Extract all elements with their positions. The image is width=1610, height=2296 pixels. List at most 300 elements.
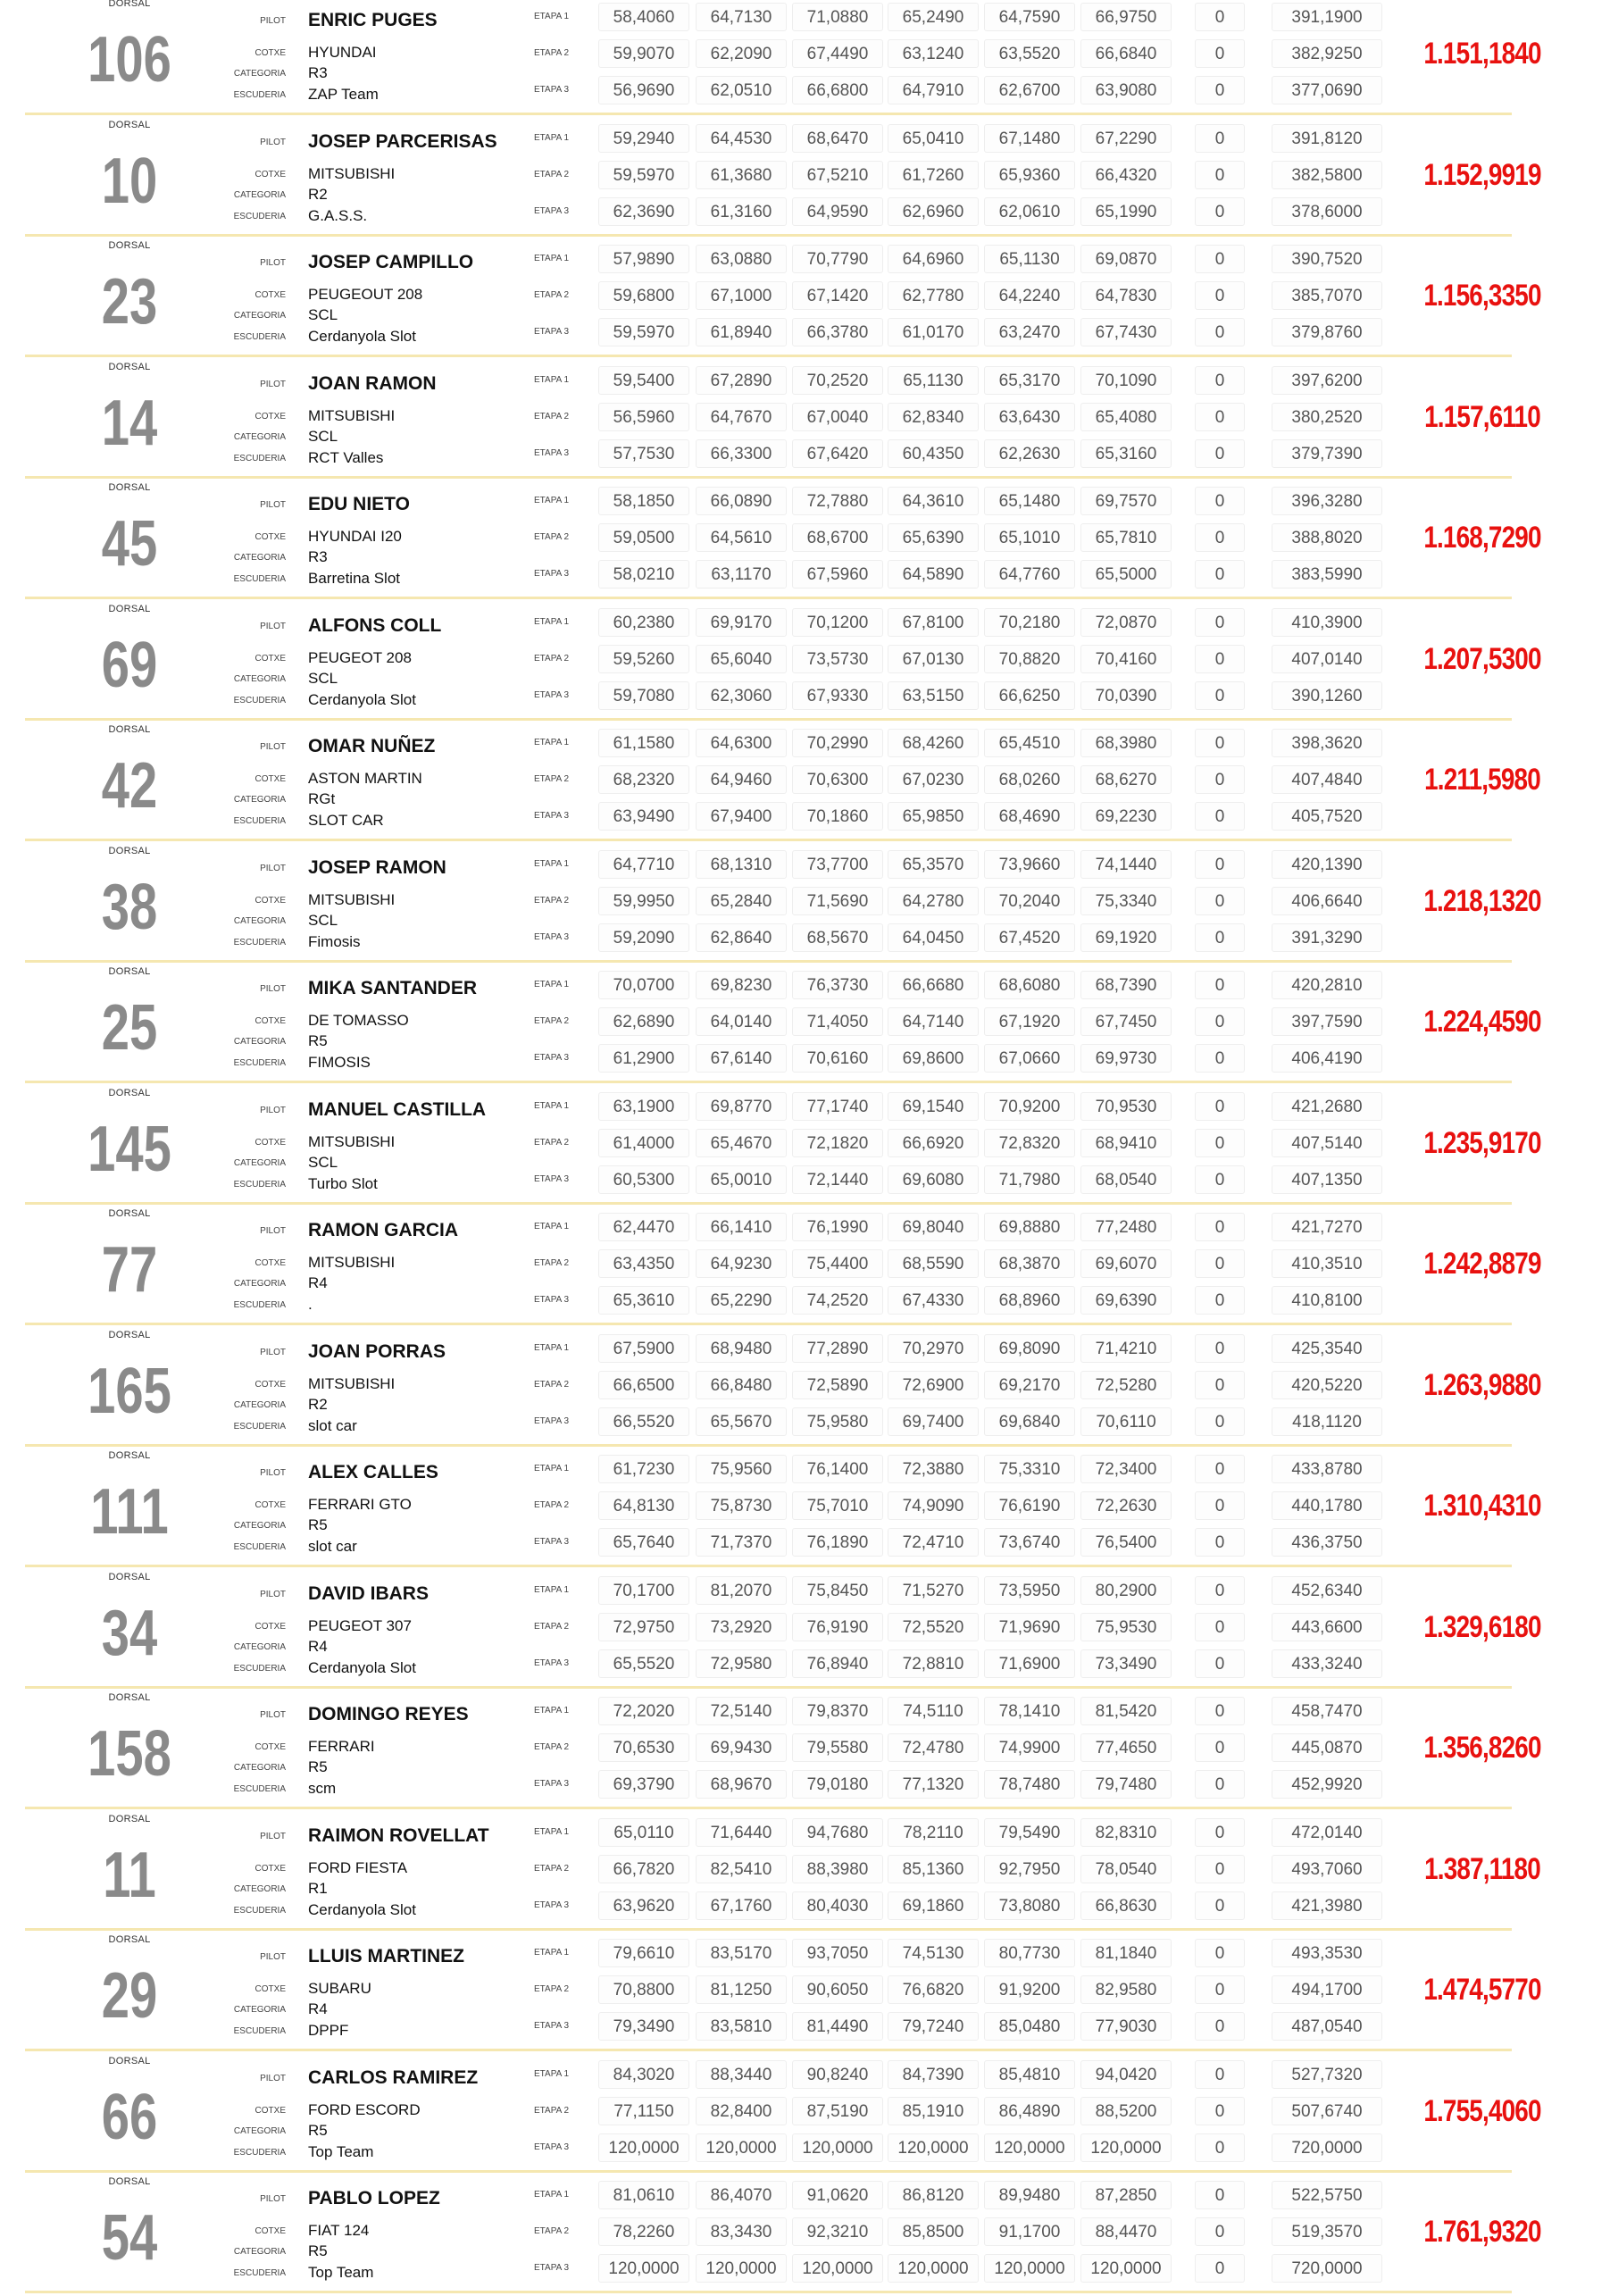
stage-total-cell: 398,3620 <box>1272 729 1382 757</box>
penalty-cell: 0 <box>1195 245 1245 273</box>
categoria-label: CATEGORIA <box>233 1158 286 1168</box>
lap-time-cell: 89,9480 <box>984 2181 1075 2209</box>
stage-total-cell: 436,3750 <box>1272 1528 1382 1557</box>
lap-time-cell: 72,0870 <box>1080 608 1172 637</box>
cotxe-value: HYUNDAI <box>308 44 377 61</box>
escuderia-value: DPPF <box>308 2022 349 2039</box>
lap-time-cell: 59,5970 <box>598 161 689 189</box>
lap-time-cell: 120,0000 <box>598 2133 689 2162</box>
lap-time-cell: 63,0880 <box>696 245 787 273</box>
stage-total-cell: 493,7060 <box>1272 1855 1382 1883</box>
lap-time-cell: 72,6900 <box>888 1371 979 1399</box>
lap-time-cell: 69,9730 <box>1080 1044 1172 1073</box>
penalty-cell: 0 <box>1195 76 1245 104</box>
stage-row <box>0 1334 1610 1365</box>
pilot-name: DOMINGO REYES <box>308 1704 469 1724</box>
pilot-label: PILOT <box>260 864 286 873</box>
entry-row <box>0 1206 1610 1328</box>
penalty-cell: 0 <box>1195 923 1245 952</box>
stage-label: ETAPA 3 <box>534 85 570 95</box>
lap-time-cell: 62,8340 <box>888 403 979 431</box>
cotxe-label: COTXE <box>254 412 286 422</box>
lap-time-cell: 66,6840 <box>1080 39 1172 68</box>
stage-label: ETAPA 3 <box>534 2263 570 2273</box>
lap-time-cell: 76,5400 <box>1080 1528 1172 1557</box>
categoria-value: R3 <box>308 64 328 81</box>
lap-time-cell: 82,8310 <box>1080 1818 1172 1847</box>
lap-time-cell: 62,0510 <box>696 76 787 104</box>
stage-label: ETAPA 2 <box>534 774 570 784</box>
lap-time-cell: 74,5130 <box>888 1939 979 1967</box>
cotxe-value: FERRARI GTO <box>308 1496 412 1513</box>
lap-time-cell: 64,7830 <box>1080 281 1172 310</box>
lap-time-cell: 69,2170 <box>984 1371 1075 1399</box>
lap-time-cell: 78,2260 <box>598 2217 689 2246</box>
lap-time-cell: 72,4780 <box>888 1733 979 1762</box>
categoria-label: CATEGORIA <box>233 69 286 79</box>
stage-label: ETAPA 2 <box>534 654 570 664</box>
lap-time-cell: 64,4530 <box>696 124 787 153</box>
escuderia-label: ESCUDERIA <box>233 2026 286 2036</box>
lap-time-cell: 69,8880 <box>984 1213 1075 1241</box>
pilot-name: ENRIC PUGES <box>308 10 438 30</box>
stage-row <box>0 2012 1610 2042</box>
lap-time-cell: 59,9950 <box>598 887 689 915</box>
lap-time-cell: 70,1700 <box>598 1576 689 1605</box>
dorsal-label: DORSAL <box>108 482 151 493</box>
entry-row <box>0 0 1610 118</box>
lap-time-cell: 79,7480 <box>1080 1770 1172 1799</box>
lap-time-cell: 71,7980 <box>984 1165 1075 1194</box>
categoria-value: R3 <box>308 548 328 565</box>
row-divider <box>25 1807 1512 1809</box>
escuderia-label: ESCUDERIA <box>233 1300 286 1310</box>
penalty-cell: 0 <box>1195 681 1245 710</box>
stage-label: ETAPA 2 <box>534 1864 570 1874</box>
cotxe-label: COTXE <box>254 1984 286 1994</box>
dorsal-label: DORSAL <box>108 724 151 735</box>
stage-total-cell: 420,1390 <box>1272 850 1382 879</box>
penalty-cell: 0 <box>1195 124 1245 153</box>
stage-row <box>0 1044 1610 1074</box>
cotxe-value: MITSUBISHI <box>308 891 396 908</box>
cotxe-label: COTXE <box>254 48 286 58</box>
lap-time-cell: 77,4650 <box>1080 1733 1172 1762</box>
lap-time-cell: 68,6700 <box>792 523 883 552</box>
lap-time-cell: 68,8960 <box>984 1286 1075 1315</box>
stage-row <box>0 802 1610 832</box>
lap-time-cell: 65,6040 <box>696 645 787 673</box>
lap-time-cell: 69,8770 <box>696 1092 787 1121</box>
lap-time-cell: 65,7810 <box>1080 523 1172 552</box>
lap-time-cell: 66,5520 <box>598 1407 689 1436</box>
dorsal-label: DORSAL <box>108 362 151 372</box>
lap-time-cell: 76,9190 <box>792 1613 883 1641</box>
lap-time-cell: 58,0210 <box>598 560 689 589</box>
lap-time-cell: 79,0180 <box>792 1770 883 1799</box>
lap-time-cell: 66,6680 <box>888 971 979 999</box>
dorsal-number: 106 <box>88 24 171 96</box>
lap-time-cell: 59,6800 <box>598 281 689 310</box>
lap-time-cell: 81,0610 <box>598 2181 689 2209</box>
lap-time-cell: 65,1010 <box>984 523 1075 552</box>
lap-time-cell: 65,7640 <box>598 1528 689 1557</box>
stage-total-cell: 421,7270 <box>1272 1213 1382 1241</box>
escuderia-label: ESCUDERIA <box>233 454 286 463</box>
lap-time-cell: 68,7390 <box>1080 971 1172 999</box>
lap-time-cell: 70,9530 <box>1080 1092 1172 1121</box>
lap-time-cell: 67,5210 <box>792 161 883 189</box>
stage-label: ETAPA 3 <box>534 932 570 942</box>
stage-total-cell: 397,7590 <box>1272 1007 1382 1036</box>
cotxe-label: COTXE <box>254 1380 286 1390</box>
entry-row <box>0 964 1610 1086</box>
entry-row <box>0 2054 1610 2175</box>
penalty-cell: 0 <box>1195 645 1245 673</box>
lap-time-cell: 70,0700 <box>598 971 689 999</box>
entry-row <box>0 238 1610 360</box>
lap-time-cell: 68,2320 <box>598 765 689 794</box>
lap-time-cell: 65,1130 <box>888 366 979 395</box>
penalty-cell: 0 <box>1195 1213 1245 1241</box>
lap-time-cell: 62,0610 <box>984 197 1075 226</box>
lap-time-cell: 74,9090 <box>888 1491 979 1520</box>
pilot-label: PILOT <box>260 138 286 147</box>
categoria-label: CATEGORIA <box>233 1279 286 1289</box>
lap-time-cell: 84,7390 <box>888 2060 979 2089</box>
row-divider <box>25 1081 1512 1083</box>
stage-row <box>0 1891 1610 1922</box>
lap-time-cell: 88,4470 <box>1080 2217 1172 2246</box>
dorsal-number: 23 <box>101 266 158 338</box>
penalty-cell: 0 <box>1195 1975 1245 2004</box>
total-time: 1.242,8879 <box>1423 1247 1541 1281</box>
lap-time-cell: 72,5280 <box>1080 1371 1172 1399</box>
row-divider <box>25 1565 1512 1567</box>
lap-time-cell: 68,3980 <box>1080 729 1172 757</box>
lap-time-cell: 72,8810 <box>888 1649 979 1678</box>
lap-time-cell: 70,2180 <box>984 608 1075 637</box>
escuderia-label: ESCUDERIA <box>233 574 286 584</box>
lap-time-cell: 60,5300 <box>598 1165 689 1194</box>
total-time: 1.152,9919 <box>1423 158 1541 192</box>
categoria-value: RGt <box>308 790 336 807</box>
pilot-name: JOAN RAMON <box>308 373 437 394</box>
penalty-cell: 0 <box>1195 1891 1245 1920</box>
lap-time-cell: 68,9670 <box>696 1770 787 1799</box>
categoria-value: R5 <box>308 1032 328 1049</box>
lap-time-cell: 69,6070 <box>1080 1249 1172 1278</box>
lap-time-cell: 66,6800 <box>792 76 883 104</box>
penalty-cell: 0 <box>1195 318 1245 346</box>
lap-time-cell: 68,5590 <box>888 1249 979 1278</box>
cotxe-label: COTXE <box>254 1500 286 1510</box>
row-divider <box>25 476 1512 479</box>
stage-total-cell: 378,6000 <box>1272 197 1382 226</box>
lap-time-cell: 73,2920 <box>696 1613 787 1641</box>
pilot-label: PILOT <box>260 500 286 510</box>
stage-total-cell: 406,6640 <box>1272 887 1382 915</box>
lap-time-cell: 90,6050 <box>792 1975 883 2004</box>
dorsal-label: DORSAL <box>108 604 151 614</box>
stage-row <box>0 1092 1610 1123</box>
lap-time-cell: 94,0420 <box>1080 2060 1172 2089</box>
escuderia-label: ESCUDERIA <box>233 1542 286 1552</box>
lap-time-cell: 88,5200 <box>1080 2097 1172 2125</box>
dorsal-label: DORSAL <box>108 0 151 9</box>
cotxe-value: DE TOMASSO <box>308 1012 409 1029</box>
total-time: 1.224,4590 <box>1423 1005 1541 1039</box>
lap-time-cell: 120,0000 <box>792 2254 883 2283</box>
pilot-label: PILOT <box>260 258 286 268</box>
lap-time-cell: 72,5520 <box>888 1613 979 1641</box>
lap-time-cell: 83,5810 <box>696 2012 787 2041</box>
lap-time-cell: 61,0170 <box>888 318 979 346</box>
categoria-value: R5 <box>308 1758 328 1775</box>
lap-time-cell: 62,2090 <box>696 39 787 68</box>
stage-total-cell: 385,7070 <box>1272 281 1382 310</box>
stage-row <box>0 281 1610 312</box>
penalty-cell: 0 <box>1195 1733 1245 1762</box>
stage-label: ETAPA 2 <box>534 2106 570 2116</box>
dorsal-label: DORSAL <box>108 1088 151 1098</box>
stage-total-cell: 487,0540 <box>1272 2012 1382 2041</box>
categoria-value: SCL <box>308 428 338 445</box>
lap-time-cell: 65,5520 <box>598 1649 689 1678</box>
lap-time-cell: 61,7230 <box>598 1455 689 1483</box>
lap-time-cell: 65,4510 <box>984 729 1075 757</box>
lap-time-cell: 69,2230 <box>1080 802 1172 831</box>
lap-time-cell: 64,0140 <box>696 1007 787 1036</box>
lap-time-cell: 120,0000 <box>598 2254 689 2283</box>
categoria-label: CATEGORIA <box>233 1037 286 1047</box>
row-divider <box>25 718 1512 721</box>
cotxe-value: FERRARI <box>308 1738 375 1755</box>
stage-row <box>0 1528 1610 1558</box>
lap-time-cell: 66,7820 <box>598 1855 689 1883</box>
lap-time-cell: 74,5110 <box>888 1697 979 1725</box>
lap-time-cell: 67,1760 <box>696 1891 787 1920</box>
lap-time-cell: 72,4710 <box>888 1528 979 1557</box>
stage-label: ETAPA 2 <box>534 1258 570 1268</box>
lap-time-cell: 67,9330 <box>792 681 883 710</box>
categoria-label: CATEGORIA <box>233 190 286 200</box>
categoria-label: CATEGORIA <box>233 432 286 442</box>
lap-time-cell: 61,8940 <box>696 318 787 346</box>
stage-row <box>0 1649 1610 1680</box>
stage-total-cell: 458,7470 <box>1272 1697 1382 1725</box>
lap-time-cell: 65,2290 <box>696 1286 787 1315</box>
pilot-label: PILOT <box>260 16 286 26</box>
stage-row <box>0 366 1610 397</box>
stage-row <box>0 1975 1610 2006</box>
stage-label: ETAPA 1 <box>534 1222 570 1231</box>
lap-time-cell: 70,2040 <box>984 887 1075 915</box>
penalty-cell: 0 <box>1195 608 1245 637</box>
stage-total-cell: 407,4840 <box>1272 765 1382 794</box>
lap-time-cell: 70,6160 <box>792 1044 883 1073</box>
lap-time-cell: 70,1090 <box>1080 366 1172 395</box>
categoria-label: CATEGORIA <box>233 1763 286 1773</box>
lap-time-cell: 77,9030 <box>1080 2012 1172 2041</box>
categoria-value: SCL <box>308 1154 338 1171</box>
row-divider <box>25 1686 1512 1689</box>
stage-label: ETAPA 1 <box>534 1585 570 1595</box>
lap-time-cell: 72,5890 <box>792 1371 883 1399</box>
dorsal-number: 38 <box>101 872 158 943</box>
escuderia-label: ESCUDERIA <box>233 1664 286 1674</box>
pilot-name: MIKA SANTANDER <box>308 978 477 998</box>
penalty-cell: 0 <box>1195 850 1245 879</box>
lap-time-cell: 63,5520 <box>984 39 1075 68</box>
penalty-cell: 0 <box>1195 1939 1245 1967</box>
penalty-cell: 0 <box>1195 1044 1245 1073</box>
stage-row <box>0 608 1610 639</box>
penalty-cell: 0 <box>1195 971 1245 999</box>
lap-time-cell: 62,6960 <box>888 197 979 226</box>
penalty-cell: 0 <box>1195 2097 1245 2125</box>
pilot-label: PILOT <box>260 2074 286 2083</box>
lap-time-cell: 72,9580 <box>696 1649 787 1678</box>
lap-time-cell: 75,7010 <box>792 1491 883 1520</box>
cotxe-value: PEUGEOT 208 <box>308 649 412 666</box>
total-time: 1.755,4060 <box>1423 2094 1541 2128</box>
stage-row <box>0 2133 1610 2164</box>
stage-total-cell: 472,0140 <box>1272 1818 1382 1847</box>
categoria-value: R1 <box>308 1880 328 1897</box>
dorsal-label: DORSAL <box>108 966 151 977</box>
row-divider <box>25 2170 1512 2173</box>
lap-time-cell: 79,8370 <box>792 1697 883 1725</box>
pilot-label: PILOT <box>260 984 286 994</box>
escuderia-value: scm <box>308 1780 337 1797</box>
row-divider <box>25 1323 1512 1325</box>
escuderia-value: Fimosis <box>308 933 361 950</box>
stage-label: ETAPA 1 <box>534 1827 570 1837</box>
total-time: 1.761,9320 <box>1423 2215 1541 2249</box>
categoria-value: SCL <box>308 670 338 687</box>
lap-time-cell: 80,4030 <box>792 1891 883 1920</box>
lap-time-cell: 63,1170 <box>696 560 787 589</box>
cotxe-value: PEUGEOUT 208 <box>308 286 423 303</box>
lap-time-cell: 62,8640 <box>696 923 787 952</box>
entry-row <box>0 1691 1610 1812</box>
penalty-cell: 0 <box>1195 1528 1245 1557</box>
stage-total-cell: 388,8020 <box>1272 523 1382 552</box>
penalty-cell: 0 <box>1195 1613 1245 1641</box>
lap-time-cell: 62,6700 <box>984 76 1075 104</box>
stage-total-cell: 407,0140 <box>1272 645 1382 673</box>
lap-time-cell: 64,7590 <box>984 3 1075 31</box>
stage-total-cell: 720,0000 <box>1272 2254 1382 2283</box>
escuderia-label: ESCUDERIA <box>233 1906 286 1916</box>
entry-row <box>0 1449 1610 1570</box>
stage-row <box>0 161 1610 191</box>
lap-time-cell: 69,1860 <box>888 1891 979 1920</box>
categoria-value: R5 <box>308 2242 328 2259</box>
pilot-name: MANUEL CASTILLA <box>308 1099 487 1120</box>
lap-time-cell: 59,5400 <box>598 366 689 395</box>
penalty-cell: 0 <box>1195 1092 1245 1121</box>
lap-time-cell: 63,9490 <box>598 802 689 831</box>
lap-time-cell: 68,6270 <box>1080 765 1172 794</box>
stage-total-cell: 391,1900 <box>1272 3 1382 31</box>
penalty-cell: 0 <box>1195 1129 1245 1157</box>
lap-time-cell: 68,4260 <box>888 729 979 757</box>
stage-label: ETAPA 2 <box>534 1742 570 1752</box>
penalty-cell: 0 <box>1195 487 1245 515</box>
lap-time-cell: 72,5140 <box>696 1697 787 1725</box>
lap-time-cell: 80,7730 <box>984 1939 1075 1967</box>
lap-time-cell: 70,1860 <box>792 802 883 831</box>
lap-time-cell: 76,6820 <box>888 1975 979 2004</box>
lap-time-cell: 71,0880 <box>792 3 883 31</box>
pilot-name: CARLOS RAMIREZ <box>308 2067 479 2088</box>
pilot-name: LLUIS MARTINEZ <box>308 1946 464 1966</box>
lap-time-cell: 64,5890 <box>888 560 979 589</box>
stage-label: ETAPA 1 <box>534 1101 570 1111</box>
lap-time-cell: 68,9480 <box>696 1334 787 1363</box>
lap-time-cell: 86,4890 <box>984 2097 1075 2125</box>
stage-label: ETAPA 1 <box>534 2069 570 2079</box>
lap-time-cell: 64,5610 <box>696 523 787 552</box>
lap-time-cell: 64,9460 <box>696 765 787 794</box>
total-time: 1.207,5300 <box>1423 642 1541 676</box>
stage-total-cell: 452,6340 <box>1272 1576 1382 1605</box>
lap-time-cell: 76,8940 <box>792 1649 883 1678</box>
lap-time-cell: 59,5260 <box>598 645 689 673</box>
lap-time-cell: 70,8800 <box>598 1975 689 2004</box>
cotxe-value: MITSUBISHI <box>308 1375 396 1392</box>
lap-time-cell: 94,7680 <box>792 1818 883 1847</box>
penalty-cell: 0 <box>1195 2181 1245 2209</box>
stage-row <box>0 2217 1610 2248</box>
pilot-label: PILOT <box>260 380 286 389</box>
escuderia-value: slot car <box>308 1417 357 1434</box>
penalty-cell: 0 <box>1195 802 1245 831</box>
pilot-name: JOSEP RAMON <box>308 857 446 878</box>
stage-row <box>0 76 1610 106</box>
lap-time-cell: 67,5960 <box>792 560 883 589</box>
stage-label: ETAPA 1 <box>534 1706 570 1716</box>
lap-time-cell: 63,9080 <box>1080 76 1172 104</box>
stage-label: ETAPA 3 <box>534 1174 570 1184</box>
lap-time-cell: 61,3160 <box>696 197 787 226</box>
lap-time-cell: 69,0870 <box>1080 245 1172 273</box>
lap-time-cell: 84,3020 <box>598 2060 689 2089</box>
stage-label: ETAPA 3 <box>534 569 570 579</box>
stage-row <box>0 1213 1610 1243</box>
stage-row <box>0 3 1610 33</box>
lap-time-cell: 72,8320 <box>984 1129 1075 1157</box>
cotxe-label: COTXE <box>254 896 286 906</box>
escuderia-label: ESCUDERIA <box>233 1422 286 1432</box>
lap-time-cell: 71,5690 <box>792 887 883 915</box>
lap-time-cell: 76,1890 <box>792 1528 883 1557</box>
row-divider <box>25 960 1512 963</box>
lap-time-cell: 66,1410 <box>696 1213 787 1241</box>
lap-time-cell: 70,1200 <box>792 608 883 637</box>
row-divider <box>25 839 1512 841</box>
pilot-name: JOSEP CAMPILLO <box>308 252 474 272</box>
stage-label: ETAPA 1 <box>534 859 570 869</box>
stage-row <box>0 971 1610 1001</box>
stage-label: ETAPA 2 <box>534 1016 570 1026</box>
categoria-label: CATEGORIA <box>233 311 286 321</box>
pilot-name: JOAN PORRAS <box>308 1341 446 1362</box>
stage-total-cell: 391,8120 <box>1272 124 1382 153</box>
lap-time-cell: 58,4060 <box>598 3 689 31</box>
